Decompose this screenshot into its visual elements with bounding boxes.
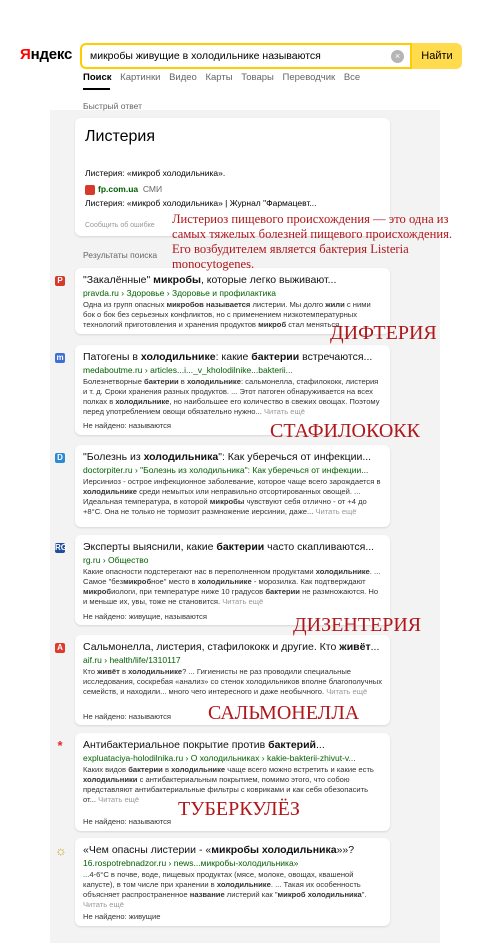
search-result	[75, 838, 390, 926]
read-more-link[interactable]: Читать ещё	[83, 900, 124, 909]
active-tab-underline	[83, 88, 110, 90]
fp-site-icon	[85, 185, 95, 195]
result-snippet-text: Кто живёт в холодильнике? ... Гигиенисты не раз проводили специальные исследования, соскребая «анализ» со стенок холодильников вполне благополучных семейств, и находили... много чего интересного и даже необычного.	[83, 667, 383, 696]
result-snippet-text: Болезнетворные бактерии в холодильнике: сальмонелла, стафилококк, листерия и т. д. Сроки хранения разных продуктов. ... Этот патоген обнаруживается на всех полках в холодильнике, но наибольшее его количество в свежих овощах. Поэтому перед употреблением овощи обязательно нужно...	[83, 377, 380, 416]
search-result	[75, 535, 390, 625]
read-more-link[interactable]: Читать ещё	[326, 687, 368, 696]
not-found-note: Не найдено: называются	[83, 421, 172, 430]
quick-answer-title[interactable]: Листерия	[85, 128, 155, 145]
quick-answer-source[interactable]	[85, 184, 162, 195]
search-query[interactable]: микробы живущие в холодильнике называются	[90, 50, 321, 62]
source-site[interactable]: fp.com.ua	[98, 184, 139, 194]
result-url[interactable]: medaboutme.ru › articles...i..._v_kholodilnike...bakterii...	[83, 365, 293, 375]
annotation-note: Листериоз пищевого происхождения — это одна из самых тяжелых болезней пищевого происхождения. Его возбудителем является бактерия Listeria monocytogenes.	[172, 212, 453, 271]
left-margin	[0, 110, 50, 943]
favicon-icon[interactable]: m	[56, 353, 64, 362]
quick-answer-link[interactable]: Листерия: «микроб холодильника» | Журнал "Фармацевт...	[85, 198, 317, 208]
read-more-link[interactable]: Читать ещё	[222, 597, 264, 606]
favicon-icon[interactable]: RG	[55, 543, 67, 552]
result-snippet	[83, 567, 382, 607]
result-snippet	[83, 667, 382, 697]
result-snippet	[83, 477, 382, 517]
tab-translator[interactable]: Переводчик	[282, 72, 336, 83]
search-result	[75, 445, 390, 527]
header	[0, 0, 479, 110]
result-url[interactable]: pravda.ru › Здоровье › Здоровье и профилактика	[83, 288, 276, 298]
search-input[interactable]	[80, 43, 412, 69]
read-more-link[interactable]: Читать ещё	[315, 507, 357, 516]
result-snippet-text: Каких видов бактерии в холодильнике чаще всего можно встретить и какие есть холодильники с антибактериальным покрытием, помимо этого, что собою представляют антибактериальные фильтры с ковриками и как себя обезопасить от...	[83, 765, 374, 804]
annotation-label: САЛЬМОНЕЛЛА	[208, 702, 360, 724]
result-title[interactable]: Антибактериальное покрытие против бактерий...	[83, 739, 325, 751]
result-title[interactable]: Патогены в холодильнике: какие бактерии встречаются...	[83, 351, 373, 363]
result-snippet-text: Одна из групп опасных микробов называется листерии. Мы долго жили с ними бок о бок без серьезных конфликтов, но с применением низкотемпературных технологий приготовления и хранения продуктов микроб стал меняться.	[83, 300, 371, 329]
not-found-note: Не найдено: называются	[83, 817, 172, 826]
result-snippet-text: Какие опасности подстерегают нас в переполненном продуктами холодильнике. ... Самое "безмикробное" место в холодильнике - морозилка. Как подтверждают микробиологи, при температуре ниже 10 градусов бактерии не размножаются. Но и меньше их, увы, тоже не становится.	[83, 567, 381, 606]
result-url[interactable]: aif.ru › health/life/1310117	[83, 655, 181, 665]
annotation-label: ДИФТЕРИЯ	[330, 322, 437, 344]
annotation-label: ТУБЕРКУЛЁЗ	[178, 798, 300, 820]
results-label: Результаты поиска	[83, 250, 158, 260]
annotation-label: СТАФИЛОКОКК	[270, 420, 420, 442]
source-type: СМИ	[142, 184, 163, 194]
favicon-icon[interactable]: ☼	[55, 843, 67, 858]
not-found-note: Не найдено: живущие	[83, 912, 161, 921]
favicon-icon[interactable]: P	[55, 276, 65, 286]
result-snippet-text: Иерсиниоз - острое инфекционное заболевание, которое чаще всего зарождается в холодильнике среди немытых или неправильно отсортированных овощей. ... Идеальная температура, в которой микробы чувствуют себя отлично - от +4 до +8°С. Она не только не тормозит размножение иерсинии, даже...	[83, 477, 381, 516]
result-title[interactable]: "Болезнь из холодильника": Как уберечься от инфекции...	[83, 451, 372, 463]
clear-icon[interactable]: ×	[391, 50, 404, 63]
result-url[interactable]: expluataciya-holodilnika.ru › О холодильниках › kakie-bakterii-zhivut-v...	[83, 753, 356, 763]
annotation-label: ДИЗЕНТЕРИЯ	[293, 614, 422, 636]
result-snippet-text: ...4-6°С в почве, воде, пищевых продуктах (мясе, молоке, овощах, квашеной капусте), в том числе при хранении в холодильнике. ... Такая их особенность объясняет распространенное название листерий как "микроб холодильника".	[83, 870, 367, 899]
tab-all[interactable]: Все	[343, 72, 361, 83]
quick-answer-text: Листерия: «микроб холодильника».	[85, 168, 226, 178]
result-snippet	[83, 870, 382, 910]
tab-video[interactable]: Видео	[169, 72, 197, 83]
not-found-note: Не найдено: называются	[83, 712, 172, 721]
read-more-link[interactable]: Читать ещё	[263, 407, 305, 416]
quick-answer-label: Быстрый ответ	[83, 101, 142, 111]
result-url[interactable]: doctorpiter.ru › "Болезнь из холодильника": Как уберечься от инфекции...	[83, 465, 369, 475]
result-url[interactable]: 16.rospotrebnadzor.ru › news...микробы-холодильника»	[83, 858, 299, 868]
result-url[interactable]: rg.ru › Общество	[83, 555, 149, 565]
report-error-link[interactable]: Сообщить об ошибке	[85, 222, 155, 229]
result-title[interactable]: «Чем опасны листерии - «микробы холодильника»»?	[83, 844, 355, 856]
find-button[interactable]: Найти	[412, 43, 462, 69]
result-title[interactable]: Сальмонелла, листерия, стафилококк и другие. Кто живёт...	[83, 641, 380, 653]
read-more-link[interactable]: Читать ещё	[98, 795, 140, 804]
yandex-logo[interactable]: Яндекс	[20, 46, 73, 63]
favicon-icon[interactable]: A	[55, 643, 65, 653]
result-snippet	[83, 377, 382, 417]
not-found-note: Не найдено: живущие, называются	[83, 612, 207, 621]
favicon-icon[interactable]: D	[55, 453, 65, 463]
favicon-icon[interactable]: *	[57, 738, 63, 753]
result-title[interactable]: Эксперты выяснили, какие бактерии часто скапливаются...	[83, 541, 375, 553]
tab-search[interactable]: Поиск	[83, 72, 112, 83]
search-tabs	[83, 72, 366, 83]
tab-maps[interactable]: Карты	[205, 72, 233, 83]
result-title[interactable]: "Закалённые" микробы, которые легко выживают...	[83, 274, 337, 286]
tab-goods[interactable]: Товары	[241, 72, 274, 83]
tab-images[interactable]: Картинки	[120, 72, 161, 83]
